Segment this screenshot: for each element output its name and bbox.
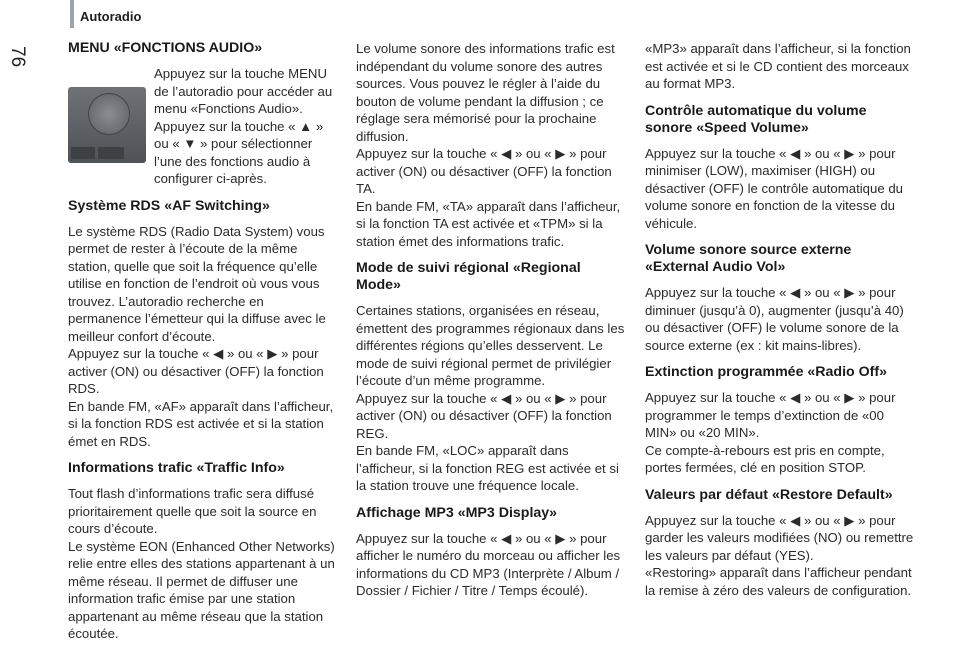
- text-block: [68, 198, 340, 451]
- text-block: [356, 505, 628, 600]
- text-block: [356, 260, 628, 495]
- paragraph: «MP3» apparaît dans l’afficheur, si la fonction est activée et si le CD contient des morceaux au format MP3.: [645, 41, 911, 91]
- section-heading: Mode de suivi régional «Regional Mode»: [356, 260, 581, 293]
- section-heading: Valeurs par défaut «Restore Default»: [645, 486, 893, 503]
- column-3: [645, 40, 917, 609]
- paragraph: Appuyez sur la touche « ▲ » ou « ▼ » pour sélectionner l’une des fonctions audio à configurer ci-après.: [154, 118, 324, 186]
- section-heading: Contrôle automatique du volume sonore «Speed Volume»: [645, 102, 867, 136]
- paragraph: En bande FM, «TA» apparaît dans l’afficheur, si la fonction TA est activée et «TPM» si la station émet des informations trafic.: [356, 198, 621, 249]
- page-number: 76: [7, 46, 28, 68]
- section-heading: Volume sonore source externe «External Audio Vol»: [645, 242, 852, 275]
- paragraph: Appuyez sur la touche « ◀ » ou « ▶ » pour diminuer (jusqu’à 0), augmenter (jusqu’à 40) ou désactiver (OFF) le volume sonore de la source externe (ex : kit mains-libres).: [645, 285, 904, 353]
- text-block: [645, 487, 917, 600]
- paragraph: Certaines stations, organisées en réseau, émettent des programmes régionaux dans les différentes régions qu’elles desservent. Le mode de suivi régional permet de privilégier l’écoute d’un même programme.: [356, 303, 625, 388]
- column-2: [356, 40, 628, 610]
- section-heading: Extinction programmée «Radio Off»: [645, 364, 888, 380]
- paragraph: Appuyez sur la touche « ◀ » ou « ▶ » pour activer (ON) ou désactiver (OFF) la fonction RDS.: [68, 346, 324, 396]
- paragraph: Appuyez sur la touche « ◀ » ou « ▶ » pour programmer le temps d’extinction de «00 MIN» ou «20 MIN».: [645, 390, 896, 440]
- paragraph: Appuyez sur la touche MENU de l’autoradio pour accéder au menu «Fonctions Audio».: [154, 66, 333, 116]
- text-block: [645, 242, 917, 354]
- paragraph: Le système EON (Enhanced Other Networks) relie entre elles des stations appartenant à un même réseau. Il permet de diffuser une information trafic émise par une station appartenant au même réseau que la station écoutée.: [68, 538, 335, 641]
- text-block: [645, 40, 917, 93]
- column-1: [68, 40, 340, 653]
- section-heading: Informations trafic «Traffic Info»: [68, 460, 285, 476]
- paragraph: Le volume sonore des informations trafic est indépendant du volume sonore des autres sources. Vous pouvez le régler à l’aide du bouton de volume pendant la diffusion ; ce réglage sera mémorisé pour la prochaine diffusion.: [356, 41, 615, 144]
- header-accent-bar: [70, 0, 74, 28]
- text-block: [68, 460, 340, 643]
- intro-text: [154, 65, 340, 188]
- button-icon: [71, 147, 95, 159]
- paragraph: Appuyez sur la touche « ◀ » ou « ▶ » pour garder les valeurs modifiées (NO) ou remettre les valeurs par défaut (YES).: [645, 512, 914, 563]
- section-heading: Système RDS «AF Switching»: [68, 197, 270, 214]
- text-block: [356, 40, 628, 250]
- radio-panel-illustration: [68, 87, 146, 163]
- paragraph: «Restoring» apparaît dans l’afficheur pendant la remise à zéro des valeurs de configuration.: [645, 565, 912, 598]
- paragraph: Appuyez sur la touche « ◀ » ou « ▶ » pour minimiser (LOW), maximiser (HIGH) ou désactiver (OFF) le contrôle automatique du volume sonore en fonction de la vitesse du véhicule.: [645, 145, 904, 231]
- paragraph: Tout flash d’informations trafic sera diffusé prioritairement quelle que soit la source en cours d’écoute.: [68, 486, 317, 536]
- paragraph: Appuyez sur la touche « ◀ » ou « ▶ » pour afficher le numéro du morceau ou afficher les informations du CD MP3 (Interprète / Album / Dossier / Fichier / Titre / Temps écoulé).: [356, 530, 621, 598]
- text-block: [645, 364, 917, 477]
- section-heading: Affichage MP3 «MP3 Display»: [356, 504, 558, 521]
- text-block: [645, 103, 917, 233]
- paragraph: Appuyez sur la touche « ◀ » ou « ▶ » pour activer (ON) ou désactiver (OFF) la fonction REG.: [356, 390, 612, 441]
- paragraph: Le système RDS (Radio Data System) vous permet de rester à l’écoute de la même station, quelle que soit la fréquence qu’elle utilise en fonction de l’endroit où vous vous trouvez. L’autoradio recherche en permanence l’émetteur qui la diffuse avec le meilleur confort d’écoute.: [68, 223, 326, 344]
- paragraph: Ce compte-à-rebours est pris en compte, portes fermées, clé en position STOP.: [645, 442, 885, 475]
- dial-icon: [88, 93, 130, 135]
- section-heading: MENU «FONCTIONS AUDIO»: [68, 40, 263, 56]
- text-block: [68, 40, 340, 188]
- paragraph: En bande FM, «LOC» apparaît dans l’afficheur, si la fonction REG est activée et si la station trouve une fréquence locale.: [356, 443, 619, 493]
- menu-button-icon: [98, 147, 124, 159]
- section-title: Autoradio: [80, 9, 142, 24]
- intro-row: [68, 65, 340, 188]
- paragraph: Appuyez sur la touche « ◀ » ou « ▶ » pour activer (ON) ou désactiver (OFF) la fonction TA.: [356, 146, 612, 196]
- paragraph: En bande FM, «AF» apparaît dans l’afficheur, si la fonction RDS est activée et si la station émet en RDS.: [68, 398, 334, 449]
